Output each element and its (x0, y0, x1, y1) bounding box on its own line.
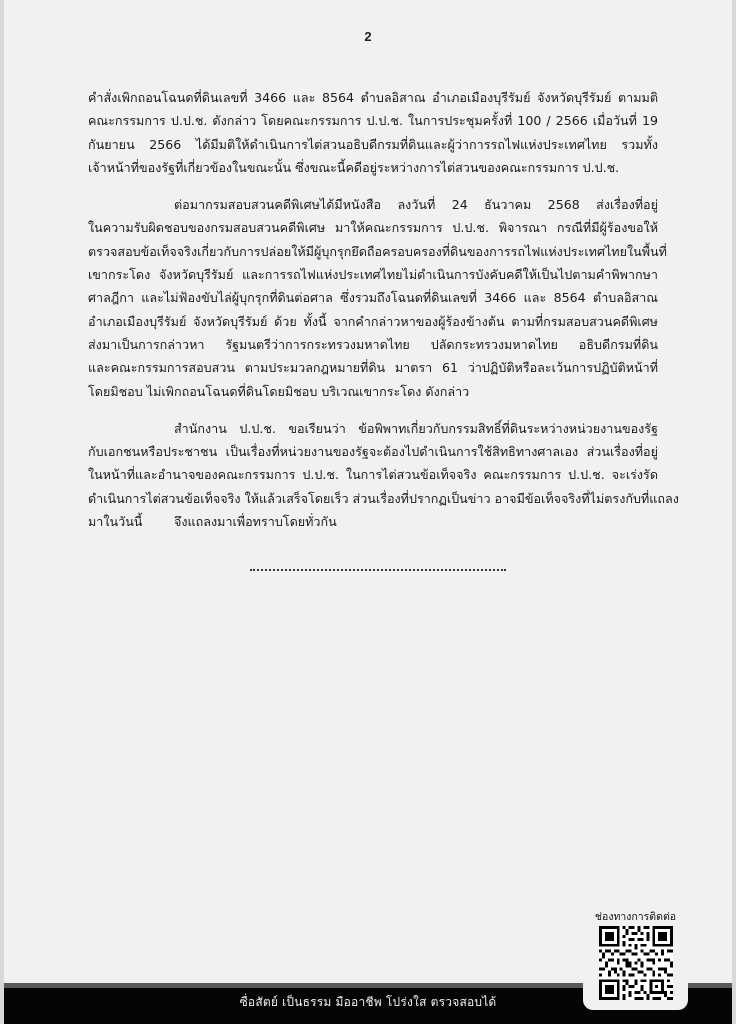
text-line: เขากระโดง จังหวัดบุรีรัมย์ และการรถไฟแห่งประเทศไทยไม่ดำเนินการบังคับคดีให้เป็นไปตามคำพิพากษา (88, 267, 658, 283)
text-line: ส่งมาเป็นการกล่าวหา รัฐมนตรีว่าการกระทรวงมหาดไทย ปลัดกระทรวงมหาดไทย อธิบดีกรมที่ดิน (88, 336, 658, 352)
text-line: กับเอกชนหรือประชาชน เป็นเรื่องที่หน่วยงานของรัฐจะต้องไปดำเนินการใช้สิทธิทางศาลเอง ส่วนเรื่องที่อยู่ (88, 444, 658, 460)
text-line: เจ้าหน้าที่ของรัฐที่เกี่ยวข้องในขณะนั้น ซึ่งขณะนี้คดีอยู่ระหว่างการไต่สวนของคณะกรรมการ ป.ป.ช. (88, 159, 620, 175)
footer-motto: ซื่อสัตย์ เป็นธรรม มืออาชีพ โปร่งใส ตรวจสอบได้ (239, 995, 497, 1009)
text-line: ตรวจสอบข้อเท็จจริงเกี่ยวกับการปล่อยให้มีผู้บุกรุกยึดถือครอบครองที่ดินของการรถไฟแห่งประเทศไทยในพื้นที่ (88, 243, 667, 259)
text-line: กันยายน 2566 ได้มีมติให้ดำเนินการไต่สวนอธิบดีกรมที่ดินและผู้ว่าการรถไฟแห่งประเทศไทย รวมทั้ง (88, 136, 658, 152)
text-line: ต่อมากรมสอบสวนคดีพิเศษได้มีหนังสือ ลงวันที่ 24 ธันวาคม 2568 ส่งเรื่องที่อยู่ (174, 197, 658, 213)
qr-code-icon[interactable] (599, 926, 673, 1000)
text-line: โดยมิชอบ ไม่เพิกถอนโฉนดที่ดินโดยมิชอบ บริเวณเขากระโดง ดังกล่าว (88, 383, 470, 399)
text-line: คำสั่งเพิกถอนโฉนดที่ดินเลขที่ 3466 และ 8564 ตำบลอิสาณ อำเภอเมืองบุรีรัมย์ จังหวัดบุรีรัมย์ ตามมติ (88, 90, 658, 105)
closing-statement: จึงแถลงมาเพื่อทราบโดยทั่วกัน (174, 514, 337, 529)
text-line: สำนักงาน ป.ป.ช. ขอเรียนว่า ข้อพิพาทเกี่ยวกับกรรมสิทธิ์ที่ดินระหว่างหน่วยงานของรัฐ (174, 420, 658, 436)
text-line: คณะกรรมการ ป.ป.ช. ดังกล่าว โดยคณะกรรมการ ป.ป.ช. ในการประชุมครั้งที่ 100 / 2566 เมื่อวันที่ 19 (88, 113, 658, 129)
text-line: ศาลฎีกา และไม่ฟ้องขับไล่ผู้บุกรุกที่ดินต่อศาล ซึ่งรวมถึงโฉนดที่ดินเลขที่ 3466 และ 8564 ตำบลอิสาณ (88, 290, 658, 306)
contact-label: ช่องทางการติดต่อ (594, 911, 677, 923)
signature-line (250, 565, 506, 571)
paragraph-2 (88, 193, 667, 403)
text-line: ในความรับผิดชอบของกรมสอบสวนคดีพิเศษ มาให้คณะกรรมการ ป.ป.ช. พิจารณา กรณีที่มีผู้ร้องขอให้ (88, 220, 658, 236)
text-line: มาในวันนี้ (88, 514, 143, 530)
text-line: และคณะกรรมการสอบสวน ตามประมวลกฎหมายที่ดิน มาตรา 61 ว่าปฏิบัติหรือละเว้นการปฏิบัติหน้าที่ (88, 360, 658, 376)
text-line: ในหน้าที่และอำนาจของคณะกรรมการ ป.ป.ช. ในการไต่สวนข้อเท็จจริง คณะกรรมการ ป.ป.ช. จะเร่งรัด (88, 467, 658, 483)
text-line: อำเภอเมืองบุรีรัมย์ จังหวัดบุรีรัมย์ ด้วย ทั้งนี้ จากคำกล่าวหาของผู้ร้องข้างต้น ตามที่กรมสอบสวนคดีพิเศษ (88, 313, 658, 329)
qr-code-graphic (599, 926, 673, 1000)
text-line: ดำเนินการไต่สวนข้อเท็จจริง ให้แล้วเสร็จโดยเร็ว ส่วนเรื่องที่ปรากฏเป็นข่าว อาจมีข้อเท็จจริงที่ไม่ตรงกับที่แถลง (88, 490, 679, 506)
contact-card (583, 902, 688, 1010)
document-body (88, 86, 679, 547)
paragraph-1 (88, 86, 658, 179)
page-number: 2 (364, 29, 372, 44)
